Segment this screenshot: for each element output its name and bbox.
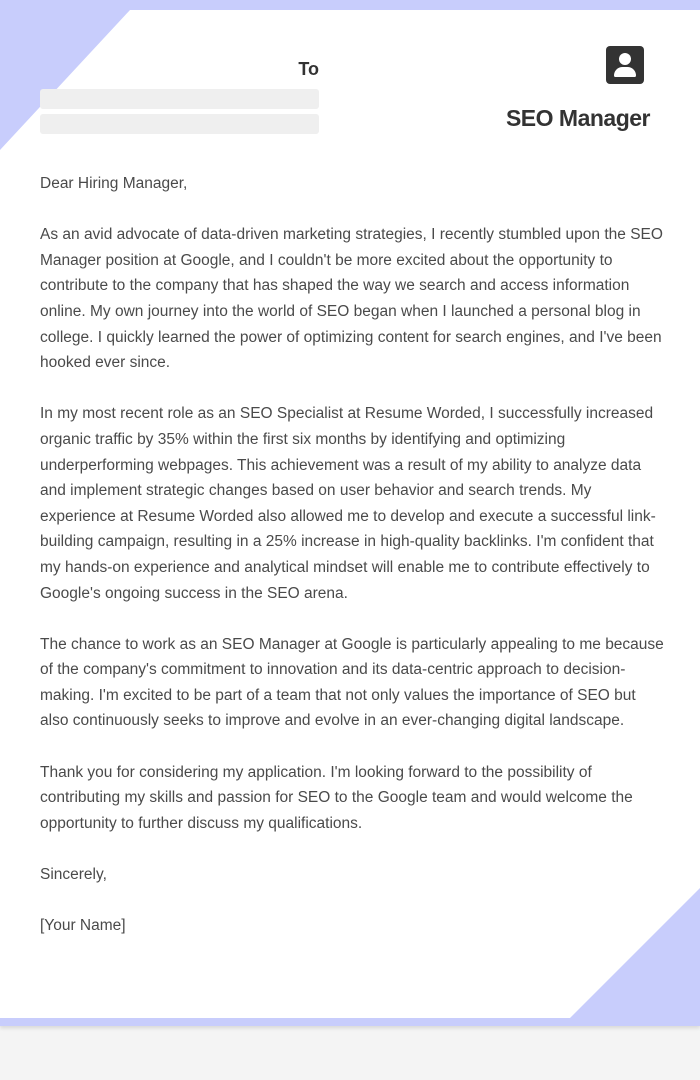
letter-sheet xyxy=(0,10,700,1018)
paragraph-1: As an avid advocate of data-driven marketing strategies, I recently stumbled upon the SEO Manager position at Google, and I couldn't be more excited about the opportunity to contribute to the company that has shaped the way we search and access information online. My own journey into the world of SEO began when I launched a personal blog in college. I quickly learned the power of optimizing content for search engines, and I've been hooked ever since. xyxy=(40,226,663,372)
to-label: To xyxy=(298,59,319,79)
avatar-head-shape xyxy=(619,53,631,65)
signature: [Your Name] xyxy=(40,917,126,935)
role-title: SEO Manager xyxy=(505,105,650,131)
paragraph-3: The chance to work as an SEO Manager at Google is particularly appealing to me because of the company's commitment to innovation and its data-centric approach to decision-making. I'm excited to be part of a team that not only values the importance of SEO but also continuously seeks to improve and evolve in an ever-changing digital landscape. xyxy=(40,635,664,730)
recipient-placeholder-line-1 xyxy=(40,89,319,109)
paragraph-2: In my most recent role as an SEO Specialist at Resume Worded, I successfully increased organic traffic by 35% within the first six months by identifying and optimizing underperforming webpages. This achievement was a result of my ability to analyze data and implement strategic changes based on user behavior and search trends. My experience at Resume Worded also allowed me to develop and execute a successful link-building campaign, resulting in a 25% increase in high-quality backlinks. I'm confident that my hands-on experience and analytical mindset will enable me to contribute effectively to Google's ongoing success in the SEO arena. xyxy=(40,405,656,602)
avatar-body-shape xyxy=(614,67,636,77)
user-profile-icon xyxy=(606,46,644,84)
paragraph-4: Thank you for considering my application. I'm looking forward to the possibility of contributing my skills and passion for SEO to the Google team and would welcome the opportunity to further discuss my qualifications. xyxy=(40,763,633,832)
salutation: Dear Hiring Manager, xyxy=(40,175,188,192)
letter-body xyxy=(40,171,664,939)
closing: Sincerely, xyxy=(40,866,107,884)
recipient-placeholder-line-2 xyxy=(40,114,319,134)
